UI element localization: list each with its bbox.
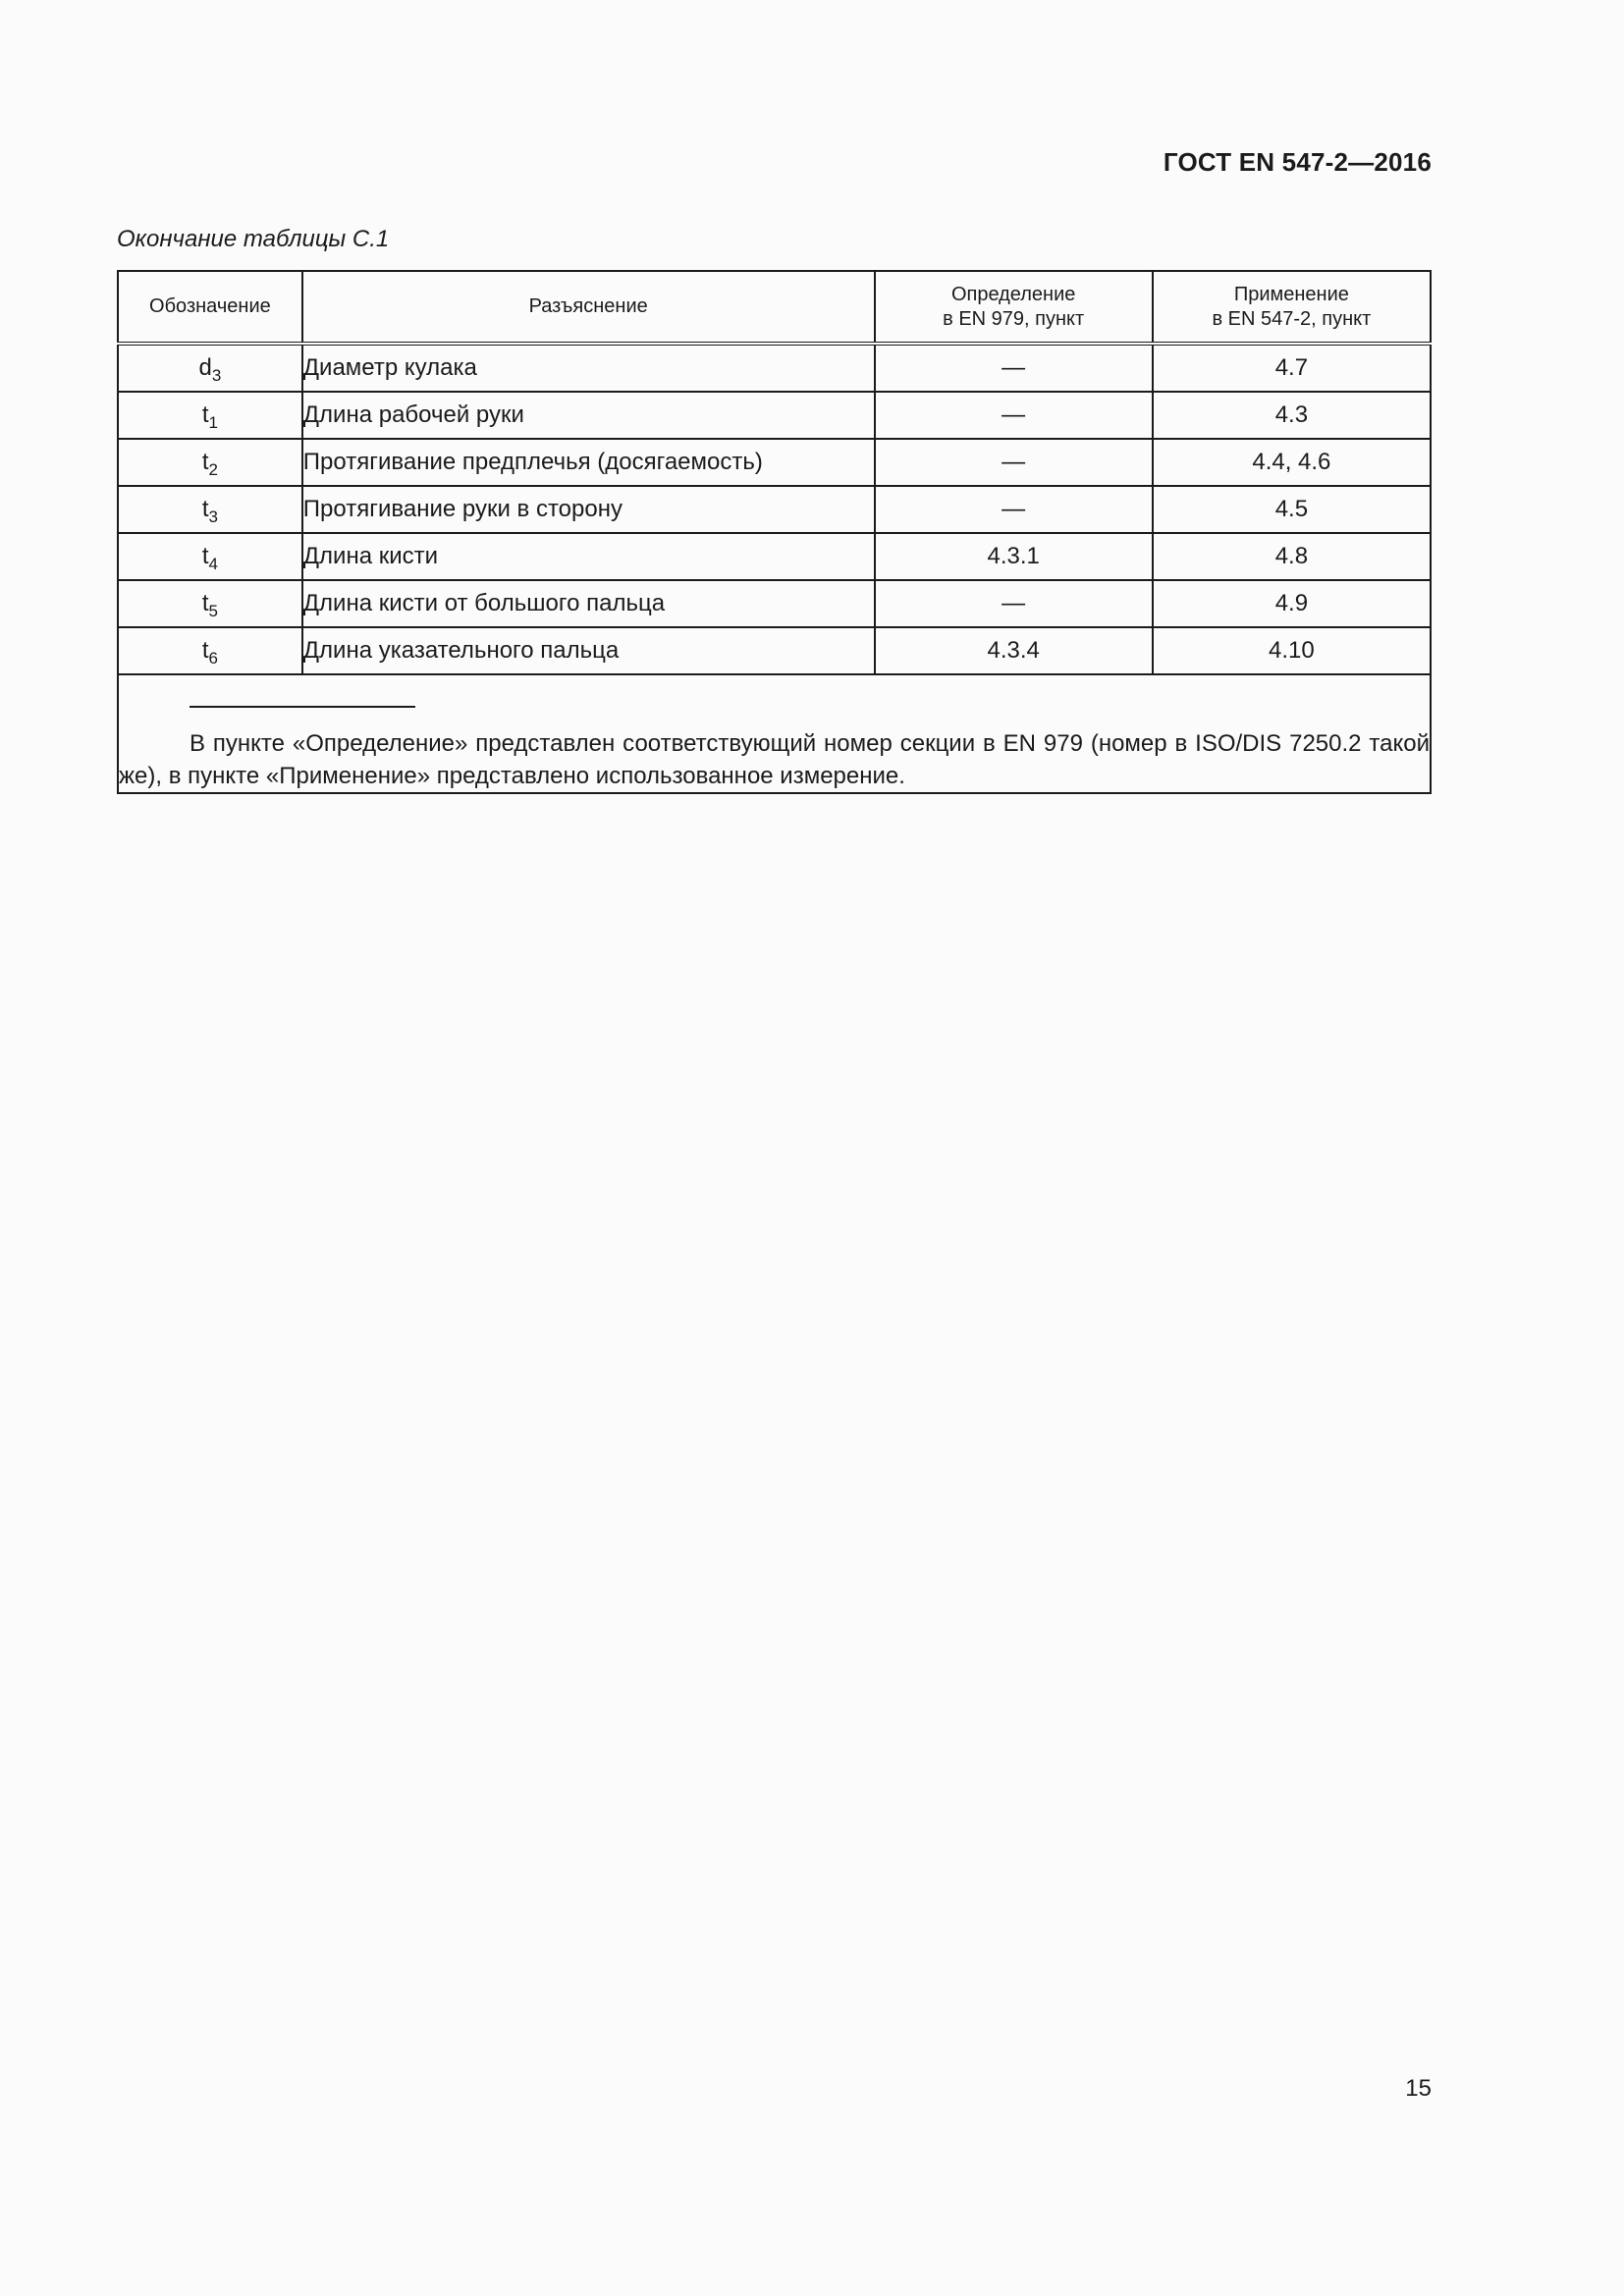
symbol-cell: $t_5$ <box>118 580 302 627</box>
explanation-cell: Диаметр кулака <box>302 344 875 392</box>
definition-cell: — <box>875 344 1153 392</box>
explanation-cell: Длина кисти <box>302 533 875 580</box>
data-table <box>117 270 1432 794</box>
table-row <box>118 627 1431 674</box>
table-header-row <box>118 271 1431 344</box>
application-cell: 4.9 <box>1153 580 1431 627</box>
column-header-explanation: Разъяснение <box>302 271 875 344</box>
table-row <box>118 344 1431 392</box>
table-row <box>118 533 1431 580</box>
table-row <box>118 392 1431 439</box>
definition-cell: — <box>875 580 1153 627</box>
footnote-divider <box>189 706 415 708</box>
definition-cell: 4.3.1 <box>875 533 1153 580</box>
explanation-cell: Протягивание предплечья (досягаемость) <box>302 439 875 486</box>
symbol-cell: $t_3$ <box>118 486 302 533</box>
application-cell: 4.10 <box>1153 627 1431 674</box>
table-caption: Окончание таблицы С.1 <box>117 226 390 252</box>
document-code: ГОСТ EN 547-2—2016 <box>1163 147 1432 177</box>
definition-cell: — <box>875 439 1153 486</box>
explanation-cell: Длина рабочей руки <box>302 392 875 439</box>
application-cell: 4.8 <box>1153 533 1431 580</box>
table-row <box>118 580 1431 627</box>
symbol-cell: $t_6$ <box>118 627 302 674</box>
explanation-cell: Длина кисти от большого пальца <box>302 580 875 627</box>
application-cell: 4.4, 4.6 <box>1153 439 1431 486</box>
definition-cell: — <box>875 486 1153 533</box>
symbol-cell: $t_1$ <box>118 392 302 439</box>
explanation-cell: Длина указательного пальца <box>302 627 875 674</box>
symbol-cell: $d_3$ <box>118 344 302 392</box>
page-number: 15 <box>1405 2075 1432 2102</box>
application-cell: 4.5 <box>1153 486 1431 533</box>
table-row <box>118 439 1431 486</box>
definition-cell: 4.3.4 <box>875 627 1153 674</box>
column-header-symbol: Обозначение <box>118 271 302 344</box>
table-note-row <box>118 674 1431 793</box>
symbol-cell: $t_4$ <box>118 533 302 580</box>
definition-cell: — <box>875 392 1153 439</box>
symbol-cell: $t_2$ <box>118 439 302 486</box>
column-header-definition: Определение в EN 979, пункт <box>875 271 1153 344</box>
application-cell: 4.3 <box>1153 392 1431 439</box>
table-note-cell <box>118 674 1431 793</box>
table-note-text: В пункте «Определение» представлен соответствующий номер секции в EN 979 (номер в ISO/DIS 7250.2 такой же), в пункте «Применение» представлено использованное измерение. <box>119 730 1430 789</box>
explanation-cell: Протягивание руки в сторону <box>302 486 875 533</box>
application-cell: 4.7 <box>1153 344 1431 392</box>
table-row <box>118 486 1431 533</box>
column-header-application: Применение в EN 547-2, пункт <box>1153 271 1431 344</box>
